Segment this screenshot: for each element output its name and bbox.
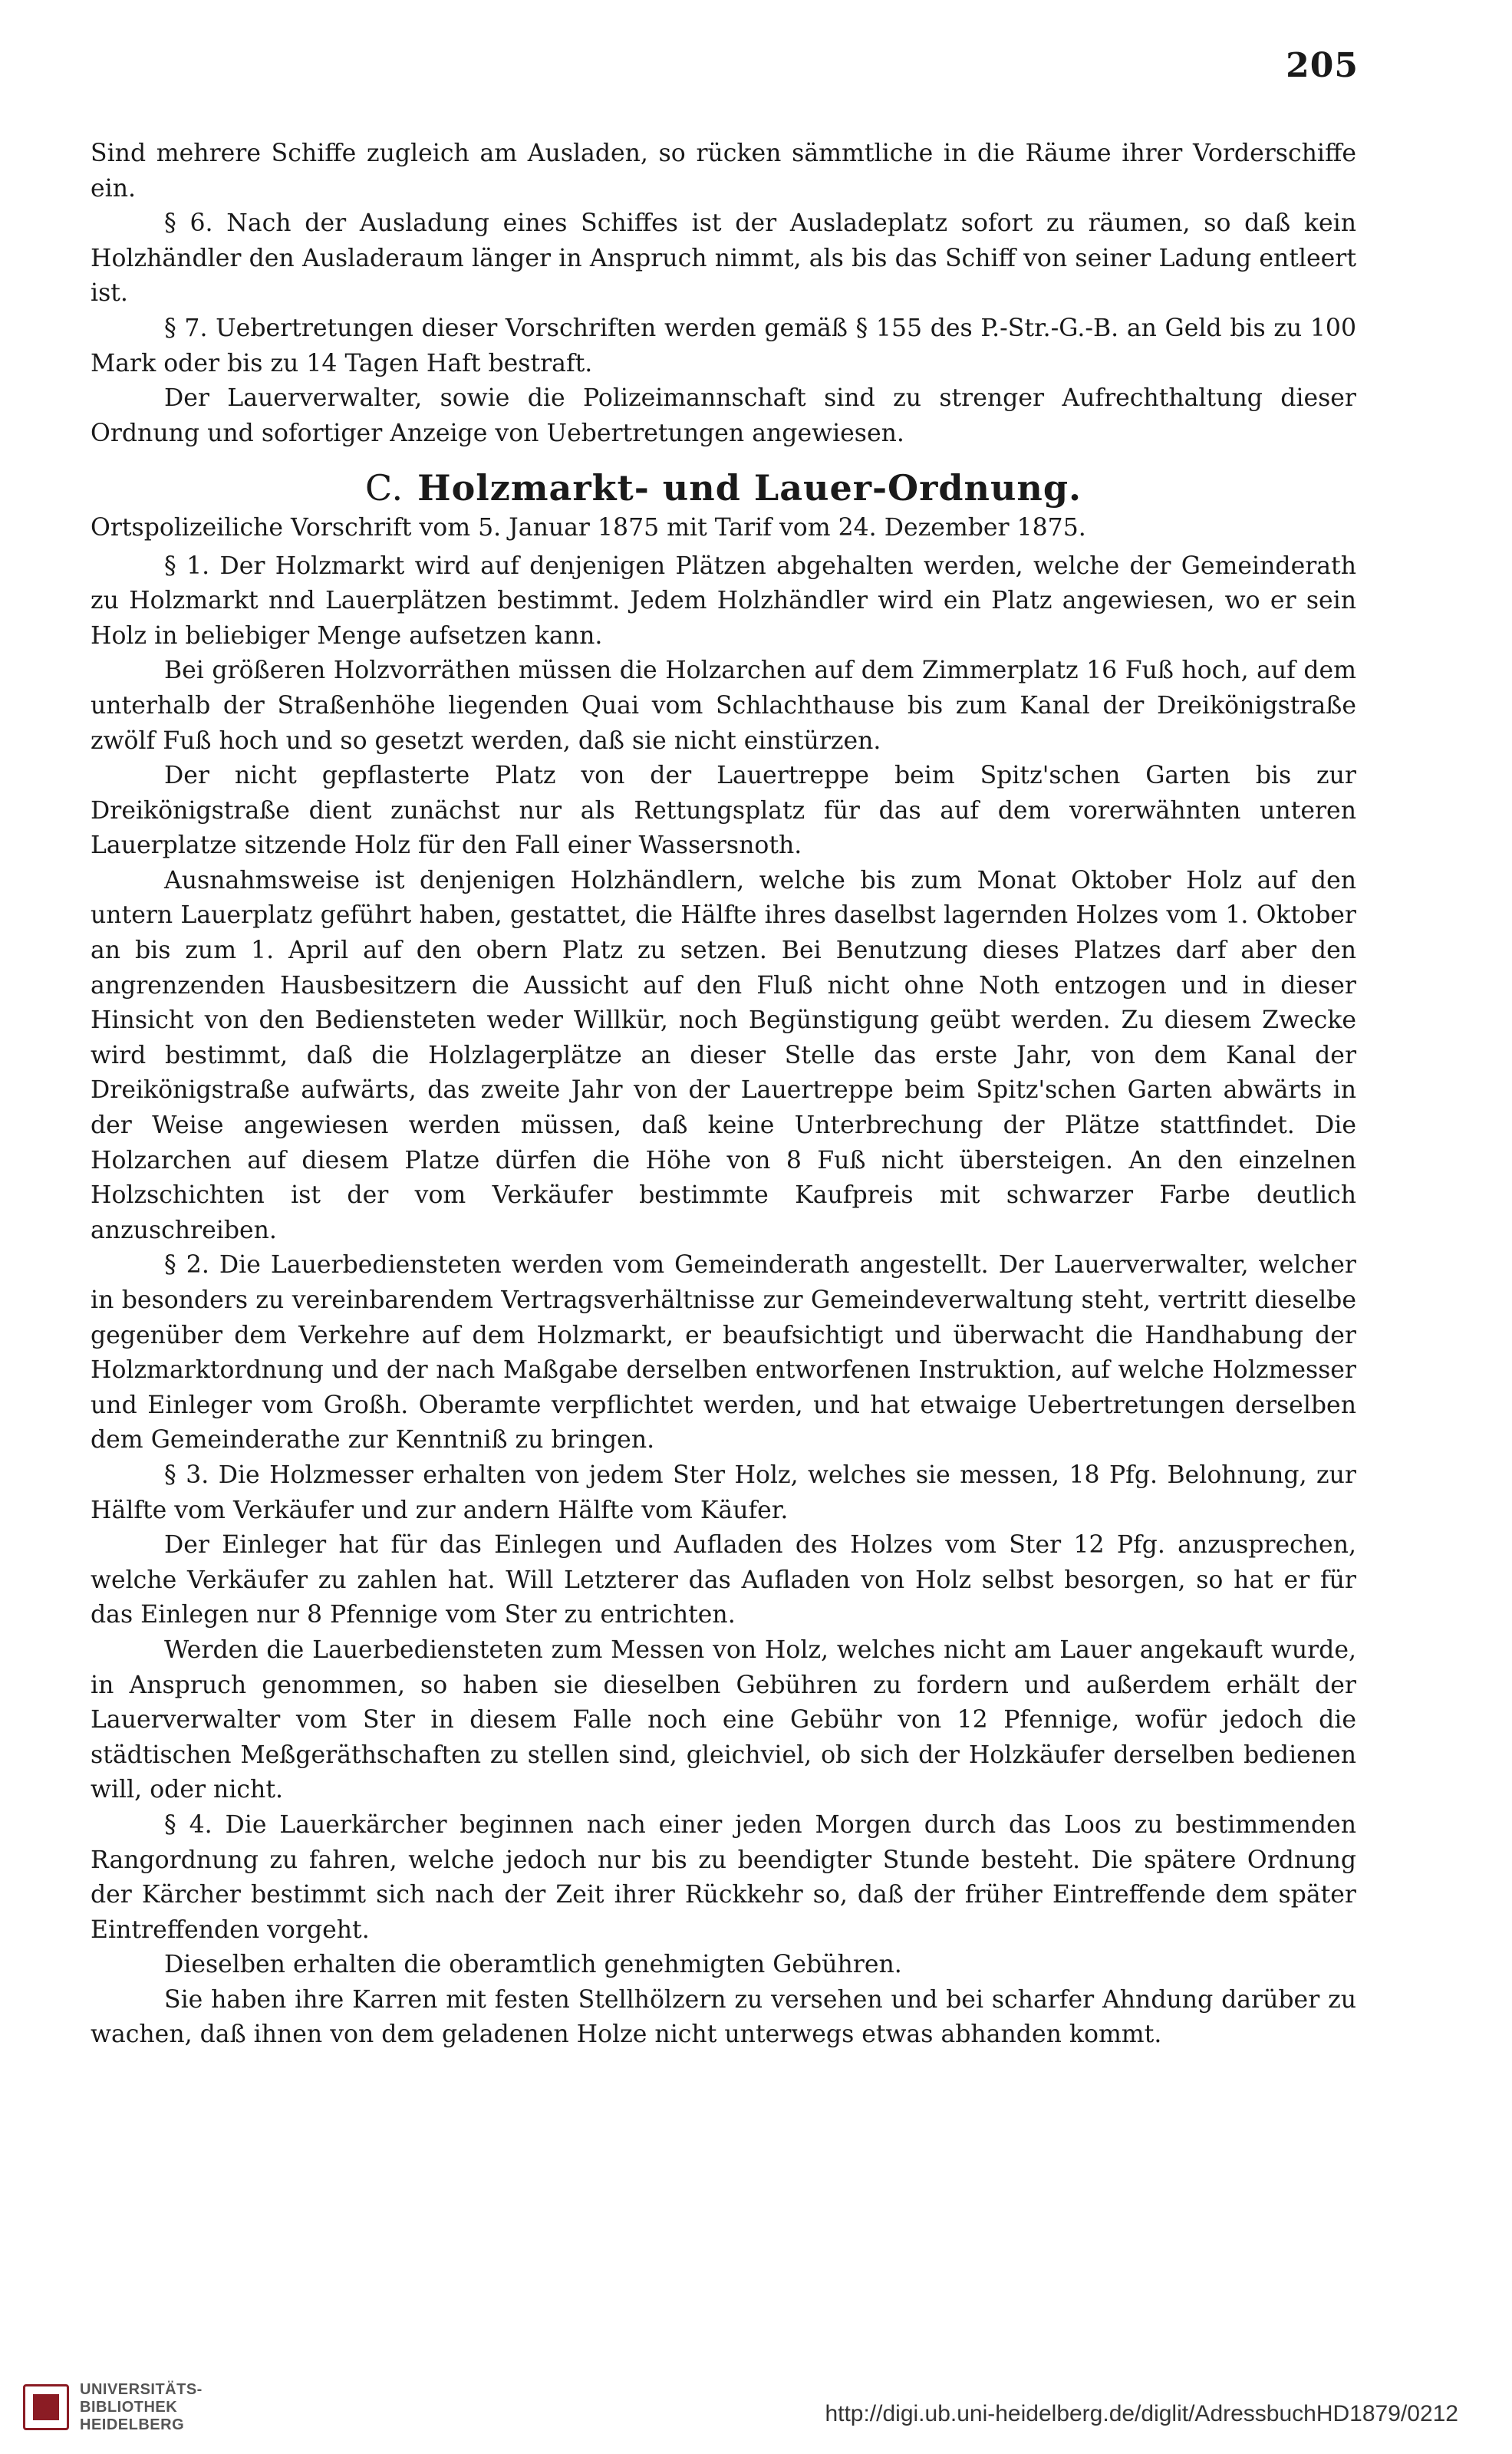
document-body xyxy=(91,137,1356,2053)
library-logo[interactable] xyxy=(23,2369,253,2446)
library-logo-icon xyxy=(23,2384,69,2430)
section-letter: C. xyxy=(364,467,404,509)
paragraph-section-3: § 3. Die Holzmesser erhalten von jedem Ster Holz, welches sie messen, 18 Pfg. Belohnung, zur Hälfte vom Verkäufer und zur andern Hälfte vom Käufer. xyxy=(91,1461,1356,1524)
paragraph-rettungsplatz: Der nicht gepflasterte Platz von der Lauertreppe beim Spitz'schen Garten bis zur Dreikönigstraße dient zunächst nur als Rettungsplatz für das auf dem vorerwähnten unteren Lauerplatze sitzende Holz für den Fall einer Wassersnoth. xyxy=(91,762,1356,860)
paragraph-section-6: § 6. Nach der Ausladung eines Schiffes ist der Ausladeplatz sofort zu räumen, so daß kein Holzhändler den Ausladeraum länger in Anspruch nimmt, als bis das Schiff von seiner Ladung entleert ist. xyxy=(91,209,1356,308)
paragraph-messen: Werden die Lauerbediensteten zum Messen von Holz, welches nicht am Lauer angekauft wurde, in Anspruch genommen, so haben sie dieselben Gebühren zu fordern und außerdem erhält der Lauerverwalter vom Ster in diesem Falle noch eine Gebühr von 12 Pfennige, wofür jedoch die städtischen Meßgeräthschaften zu stellen sind, gleichviel, ob sich der Holzkäufer derselben bedienen will, oder nicht. xyxy=(91,1635,1356,1804)
paragraph-ausnahmsweise: Ausnahmsweise ist denjenigen Holzhändlern, welche bis zum Monat Oktober Holz auf den untern Lauerplatz geführt haben, gestattet, die Hälfte ihres daselbst lagernden Holzes vom 1. Oktober an bis zum 1. April auf den obern Platz zu setzen. Bei Benutzung dieses Platzes darf aber den angrenzenden Hausbesitzern die Aussicht auf den Fluß nicht ohne Noth entzogen und in dieser Hinsicht von den Bediensteten weder Willkür, noch Begünstigung geübt werden. Zu diesem Zwecke wird bestimmt, daß die Holzlagerplätze an dieser Stelle das erste Jahr, von dem Kanal der Dreikönigstraße aufwärts, das zweite Jahr von der Lauertreppe beim Spitz'schen Garten abwärts in der Weise angewiesen werden müssen, daß keine Unterbrechung der Plätze stattfindet. Die Holzarchen auf diesem Platze dürfen die Höhe von 8 Fuß nicht übersteigen. An den einzelnen Holzschichten ist der vom Verkäufer bestimmte Kaufpreis mit schwarzer Farbe deutlich anzuschreiben. xyxy=(91,866,1356,1244)
paragraph-lauerverwalter: Der Lauerverwalter, sowie die Polizeimannschaft sind zu strenger Aufrechthaltung dieser Ordnung und sofortiger Anzeige von Uebertretungen angewiesen. xyxy=(91,384,1356,447)
section-heading xyxy=(91,467,1356,509)
section-title: Holzmarkt- und Lauer-Ordnung. xyxy=(417,467,1082,509)
paragraph-section-7: § 7. Uebertretungen dieser Vorschriften werden gemäß § 155 des P.-Str.-G.-B. an Geld bis zu 100 Mark oder bis zu 14 Tagen Haft bestraft. xyxy=(91,314,1356,377)
paragraph-einleger: Der Einleger hat für das Einlegen und Aufladen des Holzes vom Ster 12 Pfg. anzusprechen, welche Verkäufer zu zahlen hat. Will Letzterer das Aufladen von Holz selbst besorgen, so hat er für das Einlegen nur 8 Pfennige vom Ster zu entrichten. xyxy=(91,1531,1356,1629)
paragraph-karren: Sie haben ihre Karren mit festen Stellhölzern zu versehen und bei scharfer Ahndung darüber zu wachen, daß ihnen von dem geladenen Holze nicht unterwegs etwas abhanden kommt. xyxy=(91,1985,1356,2049)
paragraph-gebuehren: Dieselben erhalten die oberamtlich genehmigten Gebühren. xyxy=(164,1951,902,1979)
footer-bar xyxy=(0,2363,1512,2454)
logo-line-2: BIBLIOTHEK xyxy=(80,2398,178,2416)
paragraph-section-2: § 2. Die Lauerbediensteten werden vom Gemeinderath angestellt. Der Lauerverwalter, welcher in besonders zu vereinbarendem Vertragsverhältnisse zur Gemeindeverwaltung steht, vertritt dieselbe gegenüber dem Verkehre auf dem Holzmarkt, er beaufsichtigt und überwacht die Handhabung der Holzmarktordnung und der nach Maßgabe derselben entworfenen Instruktion, auf welche Holzmesser und Einleger vom Großh. Oberamte verpflichtet werden, und hat etwaige Uebertretungen derselben dem Gemeinderathe zur Kenntniß zu bringen. xyxy=(91,1251,1356,1454)
source-url-link[interactable]: http://digi.ub.uni-heidelberg.de/diglit/AdressbuchHD1879/0212 xyxy=(825,2401,1458,2426)
paragraph-section-4: § 4. Die Lauerkärcher beginnen nach einer jeden Morgen durch das Loos zu bestimmenden Rangordnung zu fahren, welche jedoch nur bis zu beendigter Stunde besteht. Die spätere Ordnung der Kärcher bestimmt sich nach der Zeit ihrer Rückkehr so, daß der früher Eintreffende dem später Eintreffenden vorgeht. xyxy=(91,1810,1356,1944)
section-subtitle: Ortspolizeiliche Vorschrift vom 5. Januar 1875 mit Tarif vom 24. Dezember 1875. xyxy=(91,513,1086,542)
paragraph-holzvorraethe: Bei größeren Holzvorräthen müssen die Holzarchen auf dem Zimmerplatz 16 Fuß hoch, auf dem unterhalb der Straßenhöhe liegenden Quai vom Schlachthause bis zum Kanal der Dreikönigstraße zwölf Fuß hoch und so gesetzt werden, daß sie nicht einstürzen. xyxy=(91,657,1356,755)
page-number: 205 xyxy=(1286,46,1359,85)
paragraph-holzmarkt-1: § 1. Der Holzmarkt wird auf denjenigen Plätzen abgehalten werden, welche der Gemeinderath zu Holzmarkt nnd Lauerplätzen bestimmt. Jedem Holzhändler wird ein Platz angewiesen, wo er sein Holz in beliebiger Menge aufsetzen kann. xyxy=(91,552,1356,650)
library-logo-text xyxy=(80,2381,203,2434)
logo-line-3: HEIDELBERG xyxy=(80,2416,185,2433)
logo-line-1: UNIVERSITÄTS- xyxy=(80,2380,203,2398)
paragraph-ausladen: Sind mehrere Schiffe zugleich am Ausladen, so rücken sämmtliche in die Räume ihrer Vorderschiffe ein. xyxy=(91,140,1356,203)
